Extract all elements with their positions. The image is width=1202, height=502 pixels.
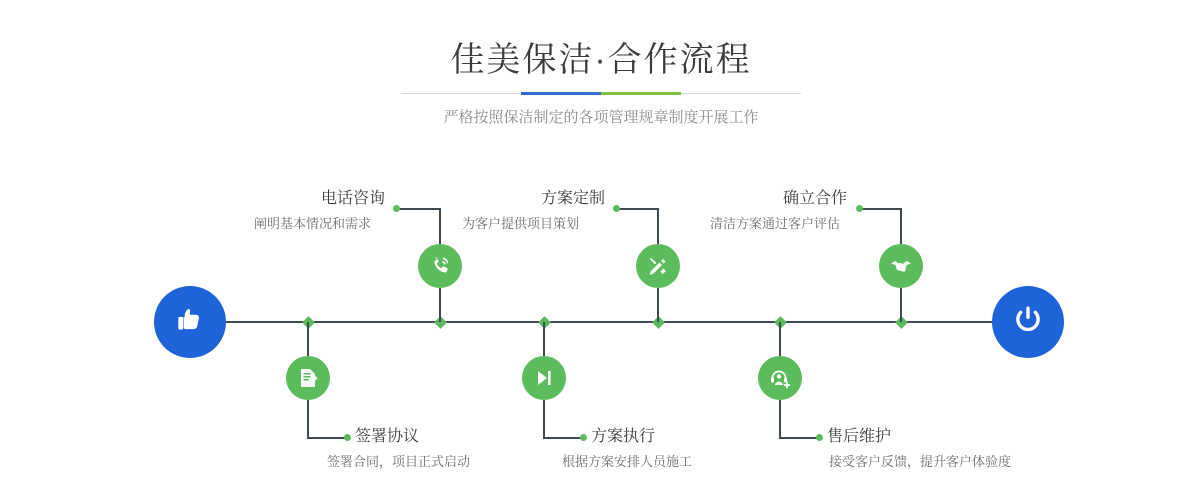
connector-line [657,208,659,244]
connector-line [618,208,659,210]
power-icon [1010,302,1046,343]
step-heading: 签署协议 [355,428,420,445]
connector-line [307,322,309,356]
step-icon-play-forward [522,356,566,400]
step-heading: 售后维护 [827,428,892,445]
handshake-icon [889,254,913,278]
connector-endpoint-dot [613,205,620,212]
step-description: 清洁方案通过客户评估 [710,216,841,231]
document-edit-icon [296,366,320,390]
connector-line [900,208,902,244]
phone-call-icon [428,254,452,278]
step-heading: 电话咨询 [321,190,386,207]
step-heading: 确立合作 [783,190,848,207]
timeline-start-node [154,286,226,358]
connector-line [779,437,819,439]
pencil-ruler-icon [646,254,670,278]
connector-endpoint-dot [580,434,587,441]
connector-line [779,322,781,356]
connector-line [398,208,441,210]
connector-line [900,288,902,322]
connector-line [657,288,659,322]
step-description: 接受客户反馈，提升客户体验度 [829,454,1012,469]
connector-endpoint-dot [856,205,863,212]
step-description: 签署合同，项目正式启动 [327,454,471,469]
step-heading: 方案定制 [541,190,606,207]
title-accent-green [601,92,681,95]
page-title: 佳美保洁·合作流程 [450,41,752,79]
connector-line [779,400,781,438]
play-forward-icon [532,366,556,390]
connector-line [543,400,545,438]
connector-line [307,437,347,439]
customer-service-add-icon [768,366,792,390]
title-accent-blue [521,92,601,95]
connector-line [543,437,583,439]
timeline-end-node [992,286,1064,358]
step-icon-handshake [879,244,923,288]
connector-line [439,208,441,244]
connector-endpoint-dot [344,434,351,441]
connector-line [543,322,545,356]
connector-endpoint-dot [393,205,400,212]
step-description: 根据方案安排人员施工 [562,454,693,469]
step-description: 阐明基本情况和需求 [254,216,372,231]
step-icon-document-edit [286,356,330,400]
step-icon-phone-call [418,244,462,288]
connector-line [439,288,441,322]
thumbs-up-icon [173,303,207,342]
step-description: 为客户提供项目策划 [462,216,580,231]
step-heading: 方案执行 [591,428,656,445]
connector-line [861,208,902,210]
connector-endpoint-dot [816,434,823,441]
step-icon-pencil-ruler [636,244,680,288]
connector-line [307,400,309,438]
step-icon-customer-service-add [758,356,802,400]
page-subtitle: 严格按照保洁制定的各项管理规章制度开展工作 [443,109,759,126]
